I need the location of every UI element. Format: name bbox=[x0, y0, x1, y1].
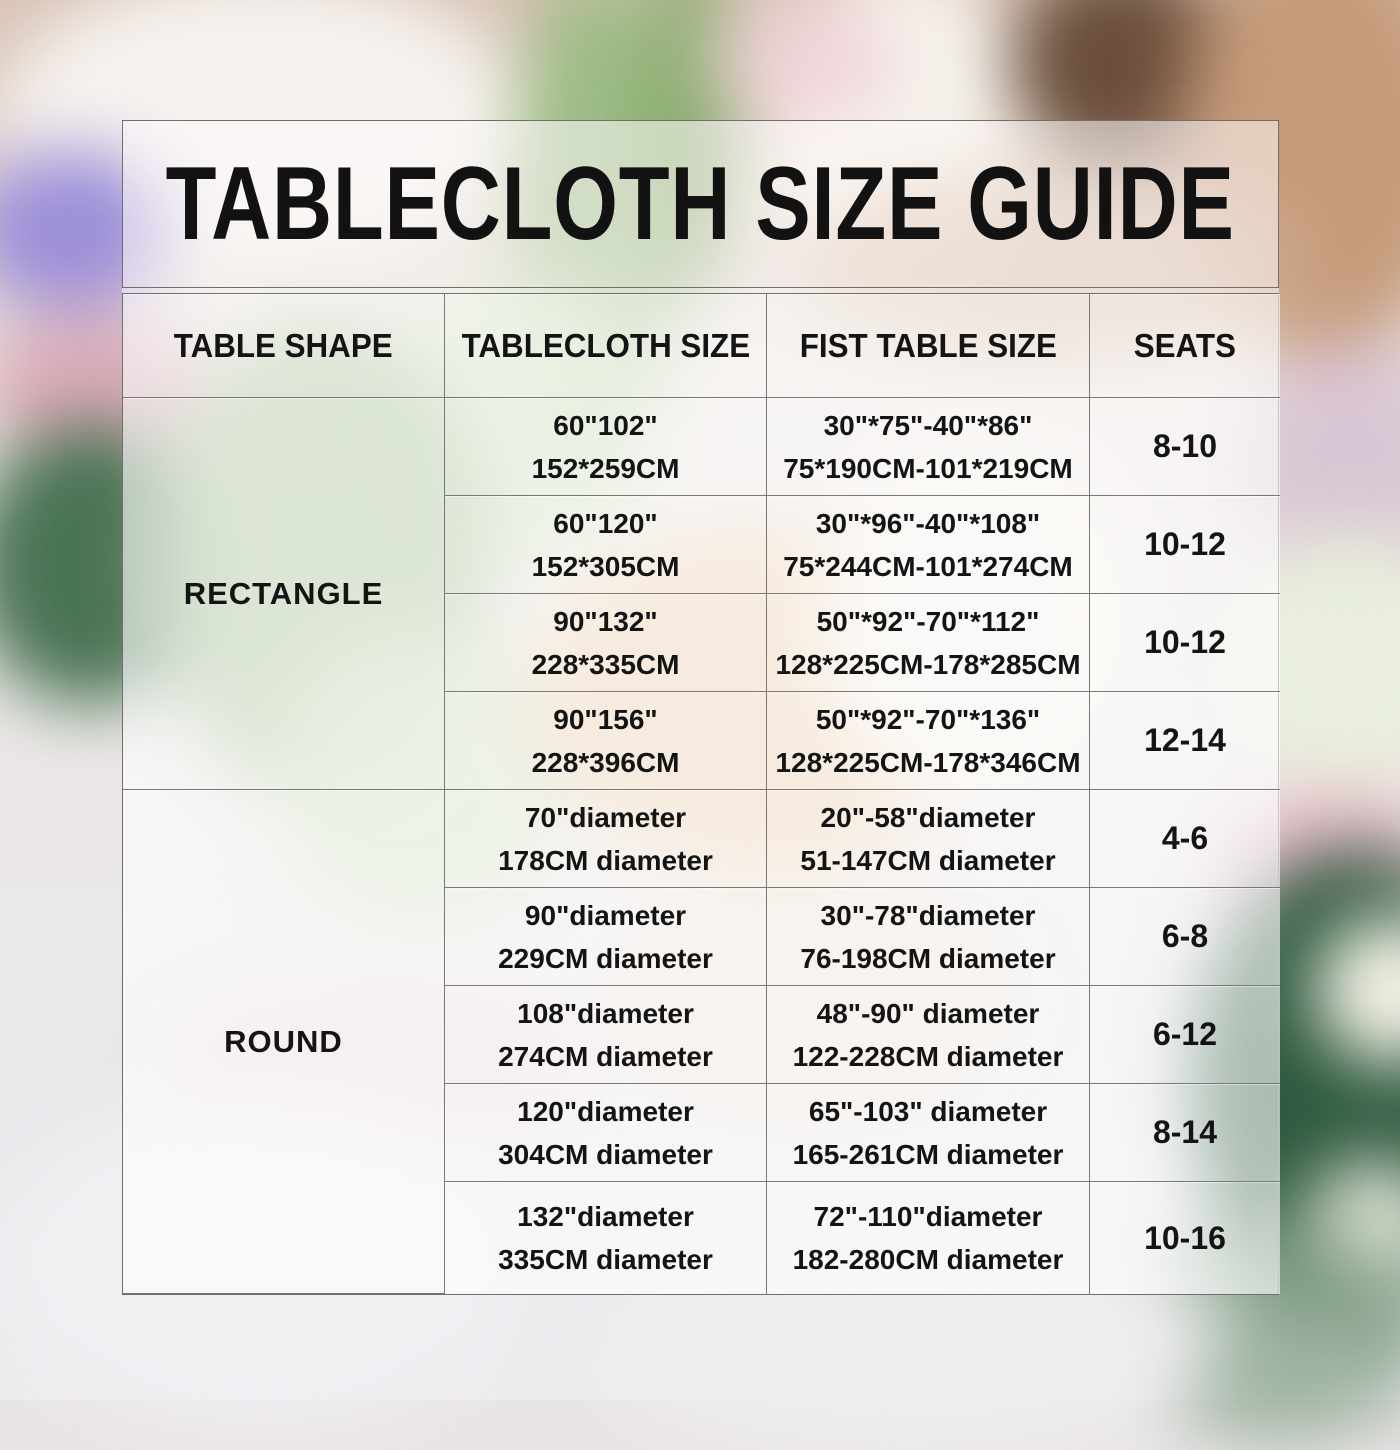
fit-size-cm: 76-198CM diameter bbox=[800, 942, 1056, 974]
table-cell-seats: 8-10 bbox=[1090, 398, 1280, 496]
fit-size-cm: 165-261CM diameter bbox=[792, 1138, 1064, 1170]
fit-size-inches: 50"*92"-70"*112" bbox=[816, 605, 1040, 637]
table-cell-fit-size bbox=[767, 496, 1090, 594]
cloth-size-inches: 120"diameter bbox=[517, 1095, 694, 1127]
fit-size-inches: 48"-90" diameter bbox=[816, 997, 1040, 1029]
fit-size-inches: 30"-78"diameter bbox=[820, 899, 1036, 931]
shape-cell-rectangle: RECTANGLE bbox=[123, 398, 445, 790]
fit-size-inches: 30"*96"-40"*108" bbox=[815, 507, 1041, 539]
table-cell-seats: 10-12 bbox=[1090, 496, 1280, 594]
table-cell-cloth-size bbox=[445, 398, 767, 496]
table-cell-fit-size bbox=[767, 692, 1090, 790]
page-title: TABLECLOTH SIZE GUIDE bbox=[165, 145, 1236, 262]
table-cell-fit-size bbox=[767, 986, 1090, 1084]
table-cell-cloth-size bbox=[445, 888, 767, 986]
cloth-size-inches: 60"102" bbox=[553, 409, 658, 441]
table-cell-seats: 8-14 bbox=[1090, 1084, 1280, 1182]
cloth-size-cm: 228*396CM bbox=[531, 746, 680, 778]
cloth-size-cm: 152*259CM bbox=[531, 452, 680, 484]
table-cell-fit-size bbox=[767, 790, 1090, 888]
table-cell-seats: 10-16 bbox=[1090, 1182, 1280, 1294]
cloth-size-cm: 304CM diameter bbox=[498, 1138, 713, 1170]
cloth-size-inches: 90"diameter bbox=[524, 899, 687, 931]
shape-cell-round: ROUND bbox=[123, 790, 445, 1294]
table-cell-seats: 4-6 bbox=[1090, 790, 1280, 888]
fit-size-cm: 51-147CM diameter bbox=[800, 844, 1056, 876]
fit-size-cm: 128*225CM-178*285CM bbox=[775, 648, 1081, 680]
table-cell-cloth-size bbox=[445, 1182, 767, 1294]
fit-size-inches: 50"*92"-70"*136" bbox=[815, 703, 1041, 735]
table-cell-seats: 12-14 bbox=[1090, 692, 1280, 790]
cloth-size-cm: 228*335CM bbox=[531, 648, 680, 680]
cloth-size-inches: 108"diameter bbox=[517, 997, 694, 1029]
table-cell-fit-size bbox=[767, 1182, 1090, 1294]
fit-size-cm: 75*244CM-101*274CM bbox=[783, 550, 1073, 582]
fit-size-cm: 128*225CM-178*346CM bbox=[775, 746, 1081, 778]
fit-size-inches: 30"*75"-40"*86" bbox=[823, 409, 1033, 441]
table-cell-fit-size bbox=[767, 398, 1090, 496]
cloth-size-cm: 335CM diameter bbox=[498, 1244, 713, 1275]
cloth-size-cm: 152*305CM bbox=[531, 550, 680, 582]
fit-size-cm: 182-280CM diameter bbox=[792, 1244, 1064, 1275]
fit-size-inches: 65"-103" diameter bbox=[808, 1095, 1048, 1127]
table-cell-cloth-size bbox=[445, 790, 767, 888]
table-cell-fit-size bbox=[767, 1084, 1090, 1182]
table-cell-fit-size bbox=[767, 888, 1090, 986]
column-header-seats bbox=[1090, 294, 1280, 398]
fit-size-cm: 122-228CM diameter bbox=[792, 1040, 1064, 1072]
cloth-size-cm: 178CM diameter bbox=[498, 844, 713, 876]
column-header-fist-table-size bbox=[767, 294, 1090, 398]
table-cell-fit-size bbox=[767, 594, 1090, 692]
table-cell-seats: 10-12 bbox=[1090, 594, 1280, 692]
table-cell-cloth-size bbox=[445, 986, 767, 1084]
cloth-size-cm: 229CM diameter bbox=[498, 942, 713, 974]
column-header-label: SEATS bbox=[1133, 326, 1237, 364]
table-cell-seats: 6-12 bbox=[1090, 986, 1280, 1084]
cloth-size-inches: 132"diameter bbox=[517, 1201, 694, 1232]
fit-size-inches: 20"-58"diameter bbox=[820, 801, 1036, 833]
column-header-table-shape bbox=[123, 294, 445, 398]
column-header-tablecloth-size bbox=[445, 294, 767, 398]
column-header-label: FIST TABLE SIZE bbox=[799, 326, 1057, 364]
cloth-size-inches: 90"156" bbox=[553, 703, 658, 735]
cloth-size-inches: 60"120" bbox=[553, 507, 658, 539]
column-header-label: TABLECLOTH SIZE bbox=[461, 326, 750, 364]
cloth-size-cm: 274CM diameter bbox=[498, 1040, 713, 1072]
size-guide-panel bbox=[122, 120, 1279, 1295]
column-header-label: TABLE SHAPE bbox=[174, 326, 393, 364]
table-cell-seats: 6-8 bbox=[1090, 888, 1280, 986]
fit-size-inches: 72"-110"diameter bbox=[813, 1201, 1043, 1232]
table-cell-cloth-size bbox=[445, 594, 767, 692]
cloth-size-inches: 70"diameter bbox=[524, 801, 687, 833]
size-table bbox=[122, 293, 1279, 1295]
table-cell-cloth-size bbox=[445, 496, 767, 594]
cloth-size-inches: 90"132" bbox=[553, 605, 658, 637]
title-box bbox=[122, 120, 1279, 288]
table-cell-cloth-size bbox=[445, 692, 767, 790]
fit-size-cm: 75*190CM-101*219CM bbox=[783, 452, 1073, 484]
table-cell-cloth-size bbox=[445, 1084, 767, 1182]
